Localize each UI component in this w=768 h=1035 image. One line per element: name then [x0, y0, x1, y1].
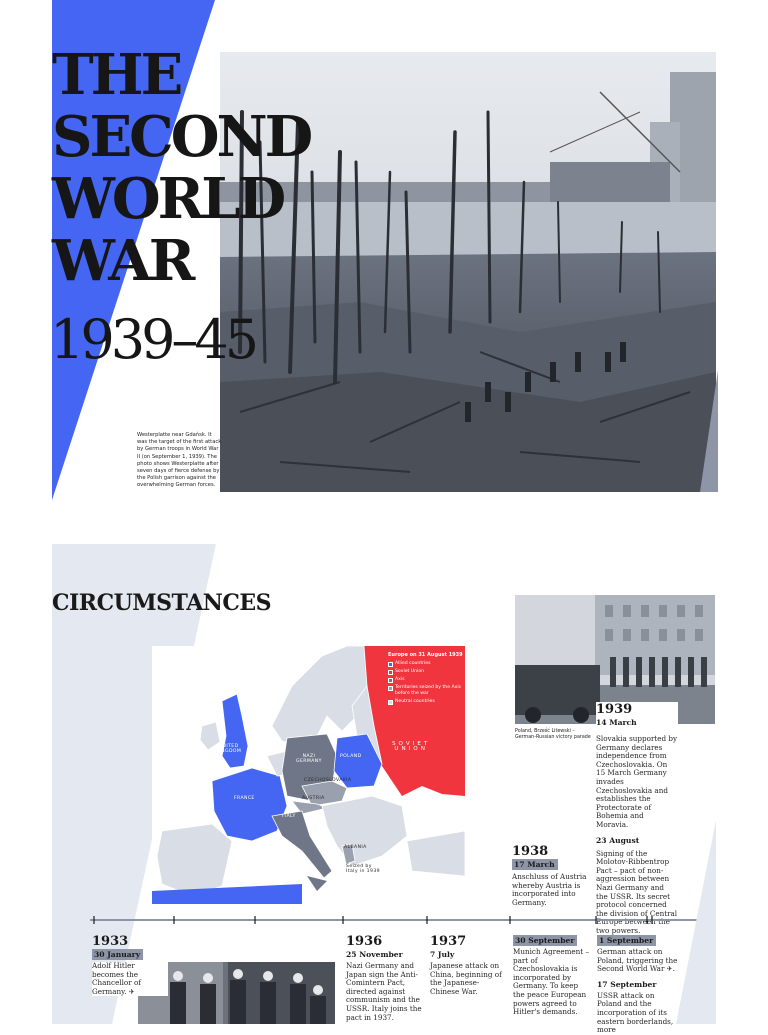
event-text: Munich Agreement – part of Czechoslovakia is incorporated by Germany. To keep the peace European powers agreed to Hitler's demands.	[513, 947, 590, 1017]
section-corner-shape	[676, 820, 716, 1024]
event-date: 17 September	[597, 979, 657, 989]
legend-item	[388, 699, 462, 705]
event-year: 1936	[346, 934, 383, 949]
legend-label: Neutral countries	[395, 699, 435, 704]
event-year: 1938	[512, 844, 549, 859]
legend-item	[388, 669, 462, 675]
event-date: 7 July	[430, 950, 455, 959]
event-date: 1 September	[597, 935, 656, 946]
map-legend	[388, 652, 462, 707]
event-year: 1937	[430, 934, 467, 949]
legend-label: Territories seized by the Axis before the war	[395, 685, 462, 696]
map-label-germany: NAZI GERMANY	[296, 754, 322, 765]
event-year: 1933	[92, 934, 129, 949]
event-1937	[430, 934, 506, 996]
event-1938-card	[512, 844, 590, 910]
event-text: USSR attack on Poland and the incorporation of its eastern borderlands, more	[597, 990, 674, 1035]
hero-title-line: WORLD	[52, 166, 284, 232]
legend-swatch	[388, 670, 393, 675]
event-text: Nazi Germany and Japan sign the Anti-Comintern Pact, directed against communism and the USSR. Italy joins the pact in 1937.	[346, 961, 422, 1022]
event-1936	[346, 934, 424, 1022]
event-date: 17 March	[512, 859, 558, 870]
map-label-poland: POLAND	[340, 754, 362, 759]
map-label-albania: ALBANIA	[344, 845, 367, 850]
hero-title-line: WAR	[52, 228, 193, 294]
legend-item	[388, 685, 462, 697]
legend-title: Europe on 31 August 1939	[388, 652, 463, 658]
event-1939-september	[597, 936, 679, 1035]
legend-item	[388, 677, 462, 683]
hero-title	[52, 44, 310, 292]
event-1939-card	[596, 702, 678, 935]
legend-swatch	[388, 678, 393, 683]
event-1933	[92, 934, 140, 996]
section-title: CIRCUMSTANCES	[52, 590, 272, 616]
map-label-italy: ITALY	[282, 814, 296, 819]
legend-swatch	[388, 662, 393, 667]
event-text: German attack on Poland, triggering the Second World War ✈.	[597, 947, 678, 974]
event-text: Signing of the Molotov-Ribbentrop Pact – pact of non-aggression between Nazi Germany and the USSR. Its secret protocol concerned the division of Central Europe between the two powers.	[596, 848, 678, 935]
hero-photo-caption: Westerplatte near Gdańsk. It was the target of the first attack by German troops in World War II (on September 1, 1939). The photo shows Westerplatte after seven days of fierce defense by the Polish garrison against the overwhelming German forces.	[137, 432, 222, 489]
hero-years: 1939–45	[50, 308, 256, 371]
event-1938-munich	[513, 936, 591, 1017]
map-label-albania-note: Seized by Italy in 1939	[346, 864, 380, 875]
event-text: Slovakia supported by Germany declares independence from Czechoslovakia. On 15 March Germany invades Czechoslovakia and establishes the Protectorate of Bohemia and Moravia.	[596, 734, 678, 829]
event-date: 30 September	[513, 935, 577, 946]
event-date: 14 March	[596, 718, 637, 727]
legend-swatch	[388, 686, 393, 691]
event-date: 23 August	[596, 835, 640, 845]
hero-title-line: SECOND	[52, 104, 311, 170]
legend-label: Allied countries	[395, 661, 431, 666]
legend-label: Soviet Union	[395, 669, 425, 674]
hero-title-line: THE	[52, 42, 181, 108]
map-label-austria: AUSTRIA	[302, 796, 325, 801]
event-date: 25 November	[346, 950, 403, 959]
event-text: Adolf Hitler becomes the Chancellor of Germany. ✈	[92, 962, 168, 996]
map-label-soviet: SOVIET UNION	[392, 741, 431, 753]
legend-item	[388, 661, 462, 667]
event-text: Japanese attack on China, beginning of the Japanese-Chinese War.	[430, 961, 502, 996]
map-label-uk: UNITED KINGDOM	[216, 744, 242, 755]
legend-label: Axis	[395, 677, 405, 682]
map-label-france: FRANCE	[234, 796, 255, 801]
event-date: 30 January	[92, 949, 143, 960]
hero-corner-triangle	[700, 370, 718, 492]
event-year: 1939	[596, 702, 633, 717]
event-text: Anschluss of Austria whereby Austria is incorporated into Germany.	[512, 872, 587, 907]
timeline-axis	[90, 914, 716, 926]
legend-swatch	[388, 700, 393, 705]
parade-photo-caption: Poland, Brześć Litewski – German-Russian victory parade	[515, 729, 591, 741]
map-label-czechoslovakia: CZECHOSLOVAKIA	[304, 778, 352, 783]
